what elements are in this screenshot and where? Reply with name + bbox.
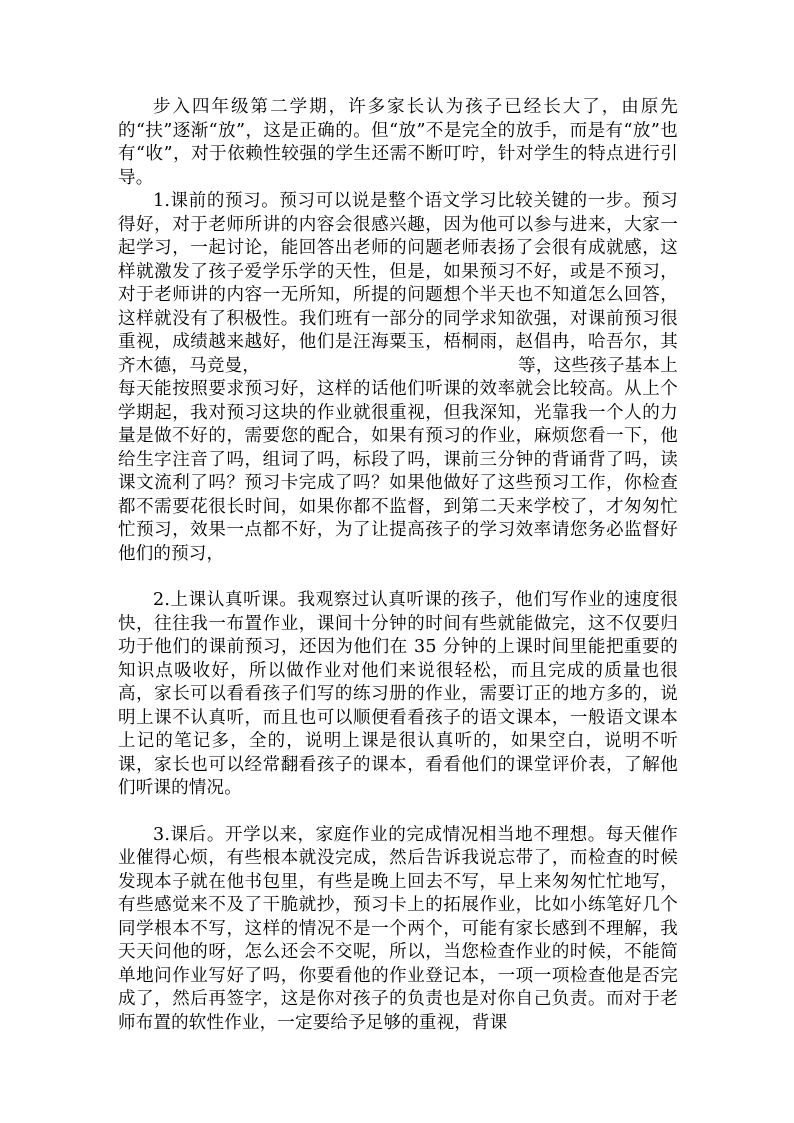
paragraph-intro: 步入四年级第二学期，许多家长认为孩子已经长大了，由原先的“扶”逐渐“放”，这是正确的。但“放”不是完全的放手，而是有“放”也有“收”，对于依赖性较强的学生还需不断叮咛，针对学生的特点进行引导。 <box>118 97 678 188</box>
paragraph-after-class: 3.课后。开学以来，家庭作业的完成情况相当地不理想。每天催作业催得心烦，有些根本就没完成，然后告诉我说忘带了，而检查的时候发现本子就在他书包里，有些是晚上回去不写，早上来匆匆忙忙地写，有些感觉来不及了干脆就抄，预习卡上的拓展作业，比如小练笔好几个同学根本不写，这样的情况不是一个两个，可能有家长感到不理解，我天天问他的呀，怎么还会不交呢，所以，当您检查作业的时候，不能简单地问作业写好了吗，你要看他的作业登记本，一项一项检查他是否完成了，然后再签字，这是你对孩子的负责也是对你自己负责。而对于老师布置的软性作业，一定要给予足够的重视，背课 <box>118 824 678 1033</box>
paragraph-spacer <box>118 801 678 824</box>
paragraph-listening: 2.上课认真听课。我观察过认真听课的孩子，他们写作业的速度很快，往往我一布置作业，课间十分钟的时间有些就能做完，这不仅要归功于他们的课前预习，还因为他们在 35 分钟的上课时间里能把重要的知识点吸收好，所以做作业对他们来说很轻松，而且完成的质量也很高，家长可以看看孩子们写的练习册的作业，需要订正的地方多的，说明上课不认真听，而且也可以顺便看看孩子的语文课本，一般语文课本上记的笔记多，全的，说明上课是很认真听的，如果空白，说明不听课，家长也可以经常翻看孩子的课本，看看他们的课堂评价表，了解他们听课的情况。 <box>118 590 678 798</box>
paragraph-preview: 1.课前的预习。预习可以说是整个语文学习比较关键的一步。预习得好，对于老师所讲的内容会很感兴趣，因为他可以参与进来，大家一起学习，一起讨论，能回答出老师的问题老师表扬了会很有成就感，这样就激发了孩子爱学乐学的天性，但是，如果预习不好，或是不预习，对于老师讲的内容一无所知，所提的问题想个半天也不知道怎么回答，这样就没有了积极性。我们班有一部分的同学求知欲强，对课前预习很重视，成绩越来越好，他们是汪海粟玉，梧桐雨，赵倡冉，哈吾尔，其齐木德，马竞曼， 等，这些孩子基本上每天能按照要求预习好，这样的话他们听课的效率就会比较高。从上个学期起，我对预习这块的作业就很重视，但我深知，光靠我一个人的力量是做不好的，需要您的配合，如果有预习的作业，麻烦您看一下，他给生字注音了吗，组词了吗，标段了吗，课前三分钟的背诵背了吗，读课文流利了吗？预习卡完成了吗？如果他做好了这些预习工作，你检查都不需要花很长时间，如果你都不监督，到第二天来学校了，才匆匆忙忙预习，效果一点都不好，为了让提高孩子的学习效率请您务必监督好他们的预习， <box>118 191 678 564</box>
paragraph-spacer <box>118 566 678 589</box>
document-body <box>118 96 678 1035</box>
